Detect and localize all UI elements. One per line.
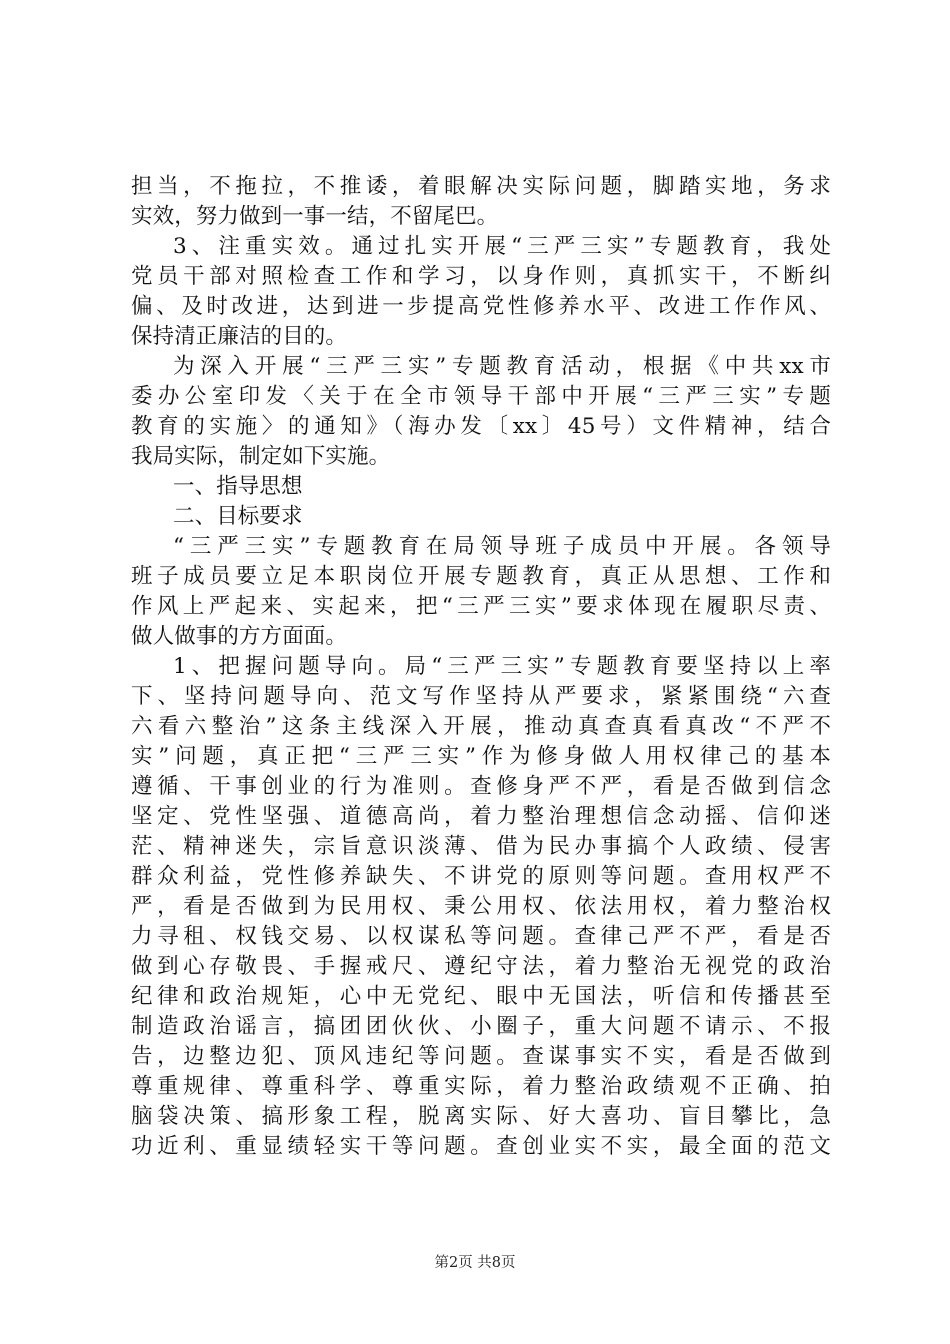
text-line: 坚定、党性坚强、道德高尚，着力整治理想信念动摇、信仰迷 <box>131 804 831 829</box>
text-line: 尊重规律、尊重科学、尊重实际，着力整治政绩观不正确、拍 <box>131 1074 831 1099</box>
text-line: “三严三实”专题教育在局领导班子成员中开展。各领导 <box>173 534 831 559</box>
text-line: 遵循、干事创业的行为准则。查修身严不严，看是否做到信念 <box>131 774 831 799</box>
text-line: 教育的实施〉的通知》（海办发〔xx〕45号）文件精神，结合 <box>131 414 831 439</box>
text-line: 党员干部对照检查工作和学习，以身作则，真抓实干，不断纠 <box>131 264 831 289</box>
text-line: 群众利益，党性修养缺失、不讲党的原则等问题。查用权严不 <box>131 864 831 889</box>
text-line: 做人做事的方方面面。 <box>131 624 348 649</box>
text-line: 力寻租、权钱交易、以权谋私等问题。查律己严不严，看是否 <box>131 924 831 949</box>
text-line: 3、注重实效。通过扎实开展“三严三实”专题教育，我处 <box>173 234 831 259</box>
text-line: 偏、及时改进，达到进一步提高党性修养水平、改进工作作风、 <box>131 294 831 319</box>
body-text <box>131 172 831 1162</box>
text-line: 实”问题，真正把“三严三实”作为修身做人用权律己的基本 <box>131 744 831 769</box>
text-line: 实效，努力做到一事一结，不留尾巴。 <box>131 204 499 229</box>
text-line: 纪律和政治规矩，心中无党纪、眼中无国法，听信和传播甚至 <box>131 984 831 1009</box>
text-line: 脑袋决策、搞形象工程，脱离实际、好大喜功、盲目攀比，急 <box>131 1104 831 1129</box>
page-footer: 第2页 共8页 <box>434 1255 516 1271</box>
text-line: 担当，不拖拉，不推诿，着眼解决实际问题，脚踏实地，务求 <box>131 174 831 199</box>
text-line: 做到心存敬畏、手握戒尺、遵纪守法，着力整治无视党的政治 <box>131 954 831 979</box>
text-line: 功近利、重显绩轻实干等问题。查创业实不实，最全面的范文 <box>131 1134 831 1159</box>
text-line: 为深入开展“三严三实”专题教育活动，根据《中共xx市 <box>173 354 831 379</box>
text-line: 委办公室印发〈关于在全市领导干部中开展“三严三实”专题 <box>131 384 831 409</box>
text-line: 茫、精神迷失，宗旨意识淡薄、借为民办事搞个人政绩、侵害 <box>131 834 831 859</box>
text-line: 作风上严起来、实起来，把“三严三实”要求体现在履职尽责、 <box>131 594 831 619</box>
text-line: 制造政治谣言，搞团团伙伙、小圈子，重大问题不请示、不报 <box>131 1014 831 1039</box>
text-line: 严，看是否做到为民用权、秉公用权、依法用权，着力整治权 <box>131 894 831 919</box>
text-line: 告，边整边犯、顶风违纪等问题。查谋事实不实，看是否做到 <box>131 1044 831 1069</box>
text-line: 下、坚持问题导向、范文写作坚持从严要求，紧紧围绕“六查 <box>131 684 831 709</box>
text-line: 1、把握问题导向。局“三严三实”专题教育要坚持以上率 <box>173 654 831 679</box>
text-line: 六看六整治”这条主线深入开展，推动真查真看真改“不严不 <box>131 714 831 739</box>
text-line: 我局实际，制定如下实施。 <box>131 444 391 469</box>
text-line: 一、指导思想 <box>173 474 303 499</box>
text-line: 班子成员要立足本职岗位开展专题教育，真正从思想、工作和 <box>131 564 831 589</box>
text-line: 保持清正廉洁的目的。 <box>131 324 348 349</box>
text-line: 二、目标要求 <box>173 504 303 529</box>
